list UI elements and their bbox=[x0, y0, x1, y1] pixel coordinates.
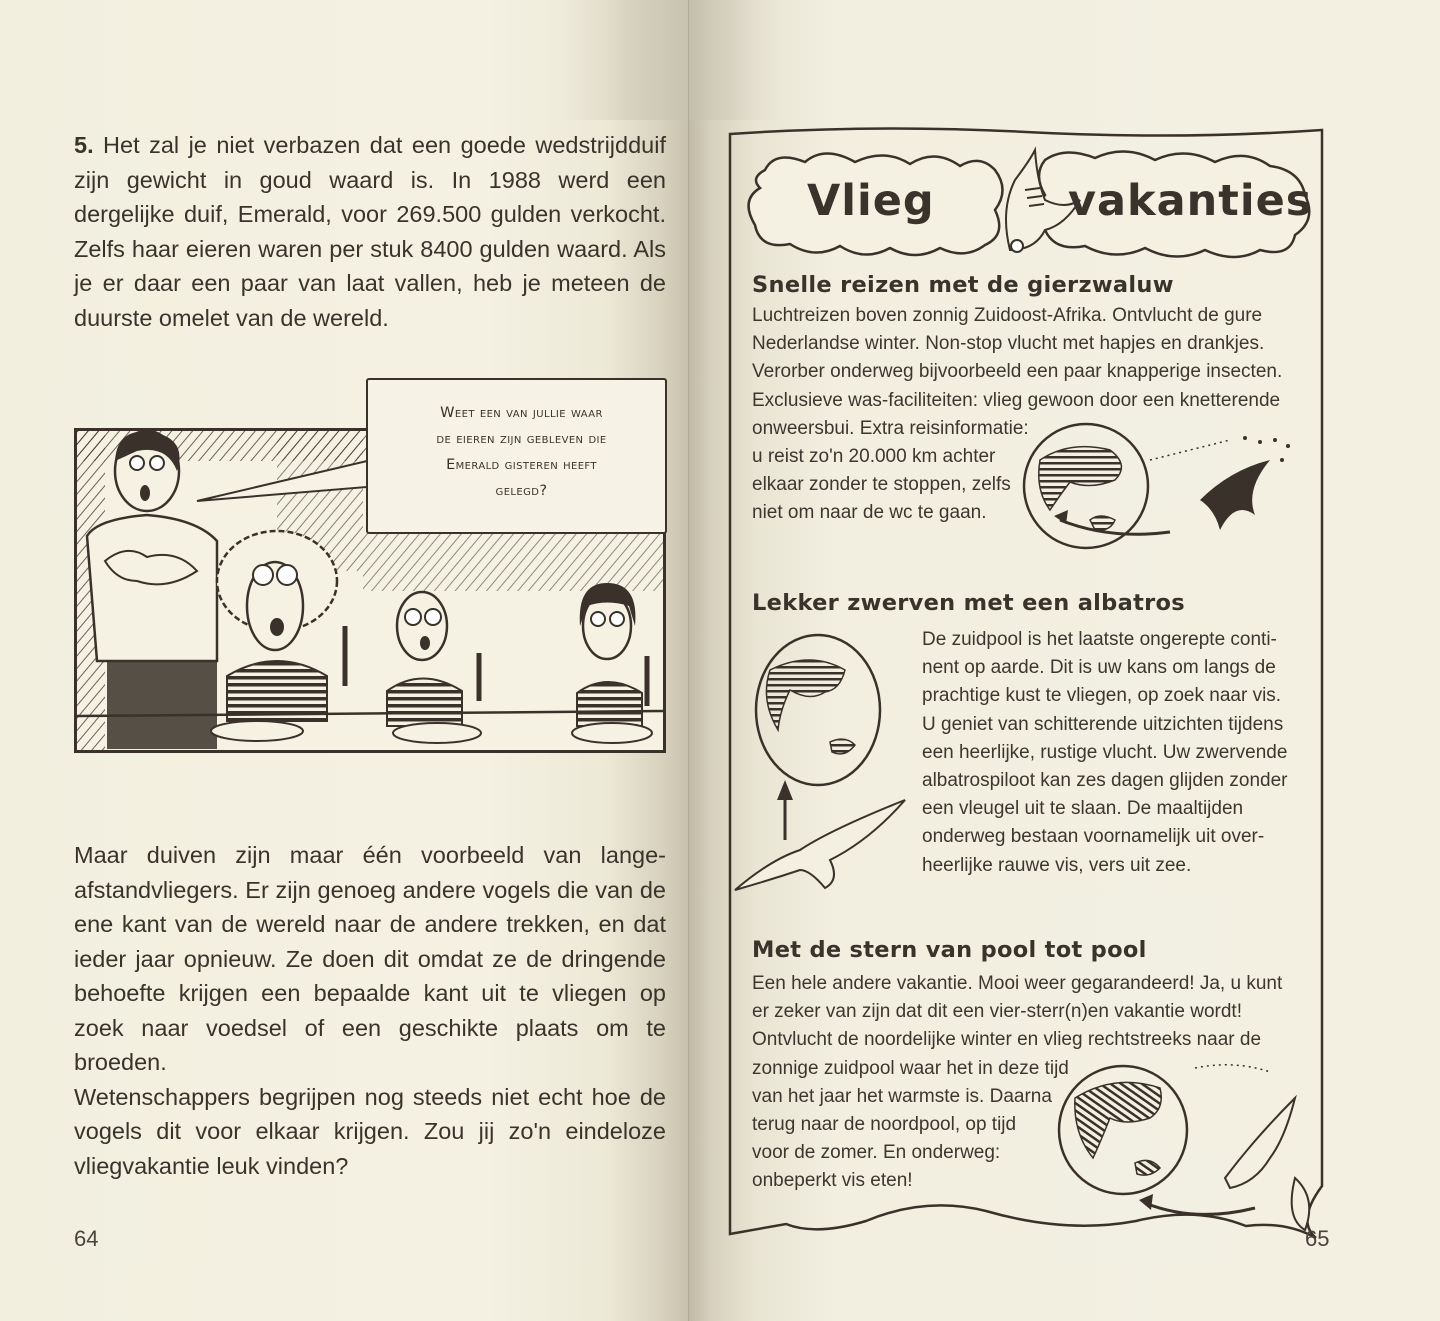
title-word-vlieg: Vlieg bbox=[807, 176, 935, 226]
page-number-left: 64 bbox=[74, 1226, 99, 1251]
speech-line: Weet een van jullie waar bbox=[440, 405, 603, 421]
text-line: voor de zomer. En onderweg: bbox=[752, 1142, 1001, 1164]
text-line: Ontvlucht de noordelijke winter en vlieg rechtstreeks naar de bbox=[752, 1029, 1262, 1051]
text-line: u reist zo'n 20.000 km achter bbox=[752, 446, 996, 468]
text-line: nent op aarde. Dit is uw kans om langs de bbox=[922, 657, 1276, 679]
title-word-vakanties: vakanties bbox=[1068, 176, 1313, 226]
text-line: De zuidpool is het laatste ongerepte conti- bbox=[922, 629, 1277, 650]
title-banner bbox=[745, 140, 1315, 265]
text-line: heerlijke rauwe vis, vers uit zee. bbox=[922, 854, 1192, 876]
text-line: een vleugel uit te slaan. De maaltijden bbox=[922, 798, 1244, 820]
text-line: onbeperkt vis eten! bbox=[752, 1170, 913, 1192]
text-line: U geniet van schitterende uitzichten tijdens bbox=[922, 713, 1284, 735]
section-text-albatros bbox=[922, 626, 1317, 880]
paragraph-migration bbox=[74, 838, 666, 1183]
section-heading-stern: Met de stern van pool tot pool bbox=[752, 937, 1147, 963]
text-line: Luchtreizen boven zonnig Zuidoost-Afrika. Ontvlucht de gure bbox=[752, 305, 1263, 326]
speech-line: gelegd? bbox=[495, 483, 548, 499]
globe-tern-illustration-icon bbox=[1055, 1058, 1335, 1238]
globe-albatross-illustration-icon bbox=[730, 630, 920, 895]
item-number: 5. bbox=[74, 132, 94, 158]
text-line: onderweg bestaan voornamelijk uit over- bbox=[922, 826, 1265, 848]
text-line: Een hele andere vakantie. Mooi weer gegarandeerd! Ja, u kunt bbox=[752, 973, 1283, 994]
text-line: niet om naar de wc te gaan. bbox=[752, 502, 987, 524]
text-line: een heerlijke, rustige vlucht. Uw zwervende bbox=[922, 741, 1288, 763]
gutter-shadow bbox=[560, 0, 780, 120]
text-line: er zeker van zijn dat dit een vier-sterr(n)en vakantie wordt! bbox=[752, 1001, 1242, 1023]
text-line: onweersbui. Extra reisinformatie: bbox=[752, 417, 1029, 439]
paragraph-text: Maar duiven zijn maar één voorbeeld van lange-afstandvliegers. Er zijn genoeg andere vogels die van de ene kant van de wereld naar de andere trekken, en dat ieder jaar opnieuw. Ze doen dit omdat ze de dringende behoefte krijgen een bepaalde kant uit te vliegen op zoek naar voedsel of een geschikte plaats om te broeden. bbox=[74, 842, 666, 1075]
text-line: Nederlandse winter. Non-stop vlucht met hapjes en drankjes. bbox=[752, 333, 1265, 355]
text-line: terug naar de noordpool, op tijd bbox=[752, 1114, 1017, 1136]
text-line: zonnige zuidpool waar het in deze tijd bbox=[752, 1057, 1069, 1079]
speech-line: Emerald gisteren heeft bbox=[446, 457, 597, 473]
paragraph-text: Het zal je niet verbazen dat een goede wedstrijdduif zijn gewicht in goud waard is. In 1988 werd een dergelijke duif, Emerald, voor 269.500 gulden verkocht. Zelfs haar eieren waren per stuk 8400 gulden waard. Als je er daar een paar van laat vallen, heb je meteen de duurste omelet van de wereld. bbox=[74, 132, 666, 331]
text-line: prachtige kust te vliegen, op zoek naar vis. bbox=[922, 685, 1282, 707]
globe-swift-illustration-icon bbox=[1020, 420, 1310, 550]
paragraph-pigeon-value bbox=[74, 128, 666, 335]
section-heading-albatros: Lekker zwerven met een albatros bbox=[752, 590, 1185, 616]
gutter-line bbox=[688, 0, 689, 1321]
page-number-right: 65 bbox=[1305, 1226, 1330, 1251]
text-line: van het jaar het warmste is. Daarna bbox=[752, 1085, 1052, 1107]
speech-bubble bbox=[366, 378, 667, 534]
text-line: Verorber onderweg bijvoorbeeld een paar knapperige insecten. bbox=[752, 361, 1283, 383]
paragraph-text: Wetenschappers begrijpen nog steeds niet echt hoe de vogels dit voor elkaar krijgen. Zou jij zo'n eindeloze vliegvakantie leuk vinden? bbox=[74, 1083, 666, 1179]
text-line: albatrospiloot kan zes dagen glijden zonder bbox=[922, 770, 1288, 792]
section-heading-gierzwaluw: Snelle reizen met de gierzwaluw bbox=[752, 272, 1174, 298]
text-line: Exclusieve was-faciliteiten: vlieg gewoon door een knetterende bbox=[752, 389, 1281, 411]
speech-line: de eieren zijn gebleven die bbox=[436, 431, 607, 447]
text-line: elkaar zonder te stoppen, zelfs bbox=[752, 474, 1011, 496]
